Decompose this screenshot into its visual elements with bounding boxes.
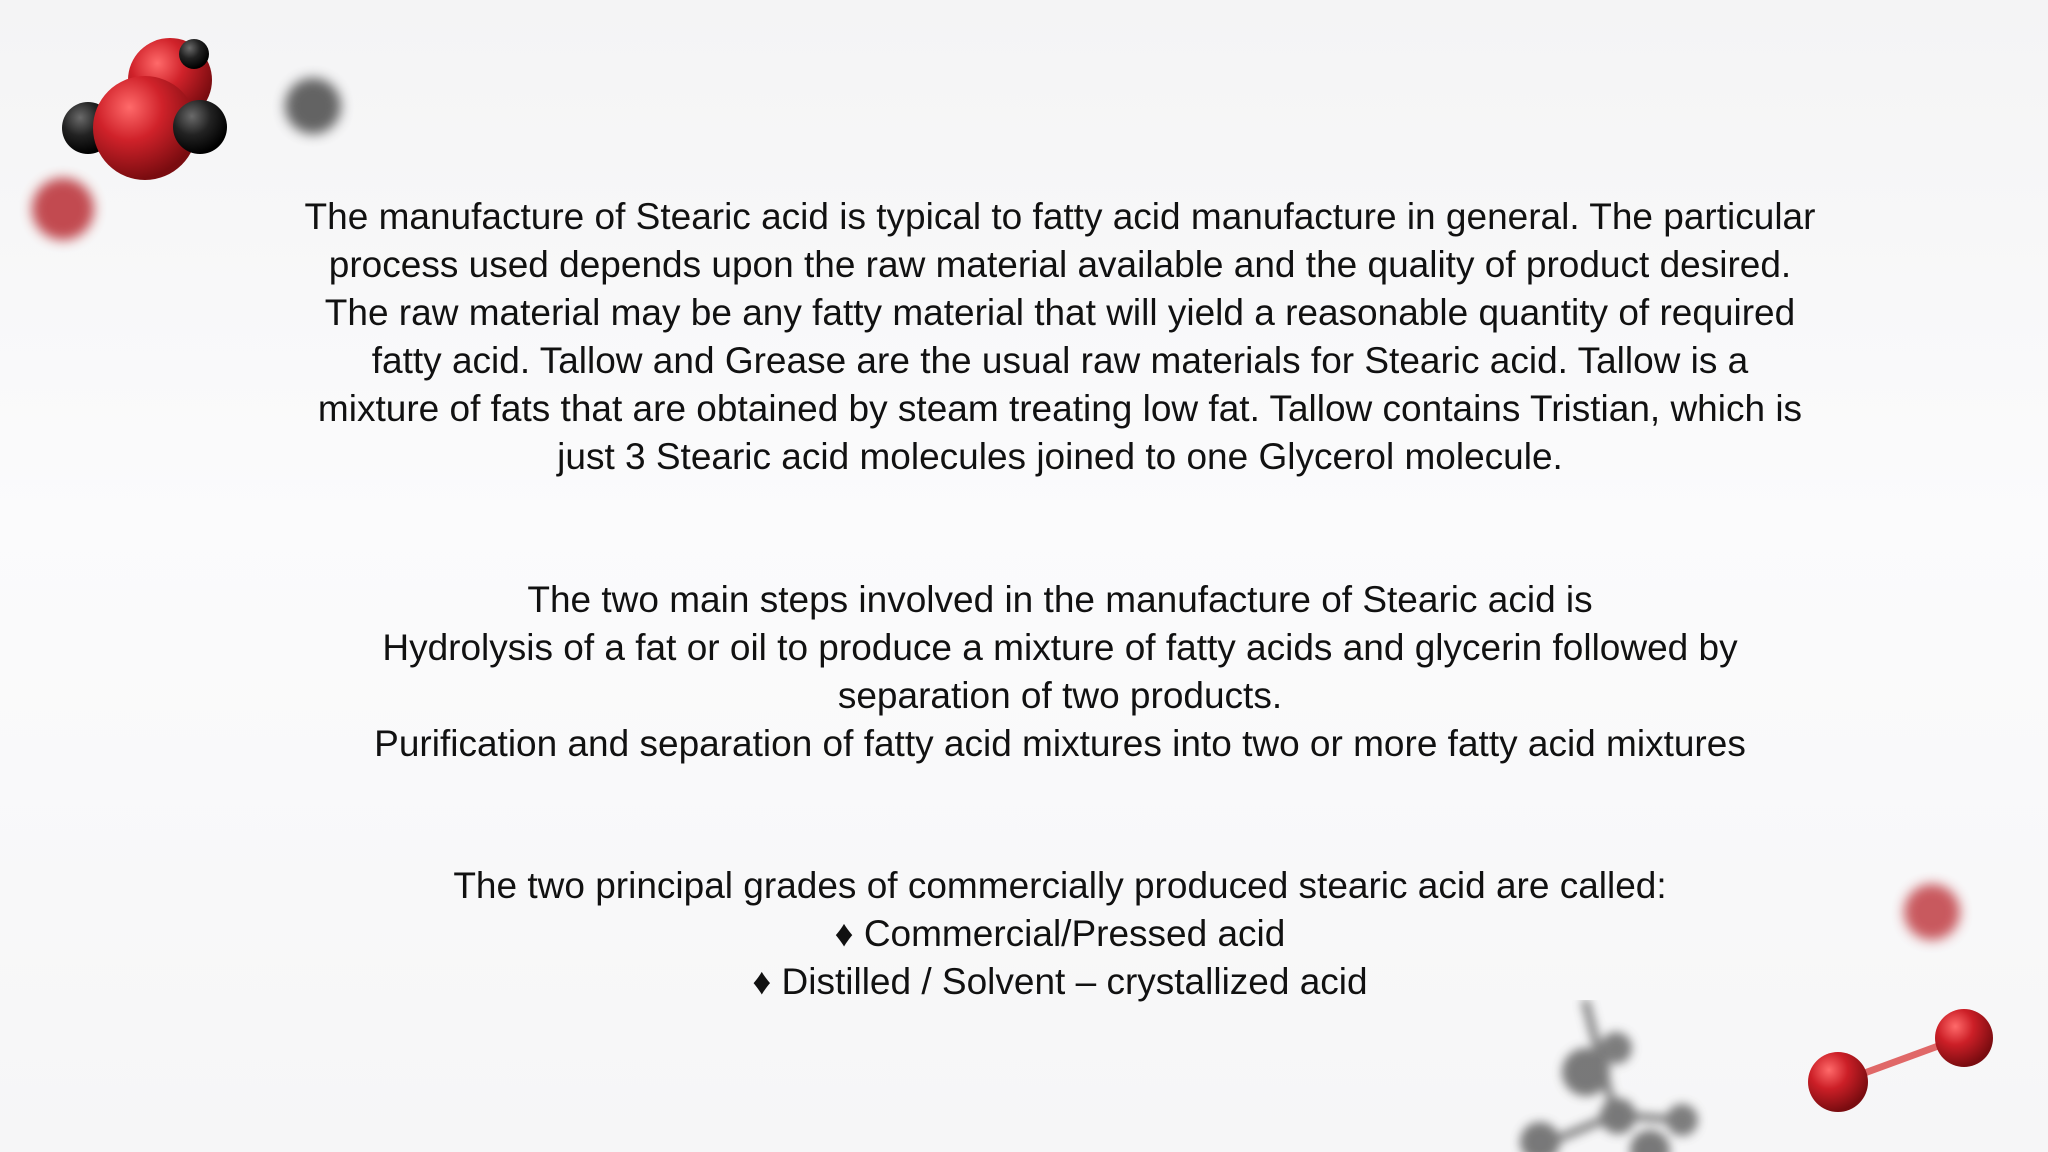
grade-item: ♦ Commercial/Pressed acid [834,913,1286,954]
text-line: mixture of fats that are obtained by steam treating low fat. Tallow contains Tristian, which is [317,388,1803,429]
blurred-red-dot [32,178,94,240]
paragraph-manufacture [200,193,1920,481]
molecule-icon-bottom-right [1500,1000,2000,1152]
text-line: just 3 Stearic acid molecules joined to one Glycerol molecule. [557,436,1563,477]
text-line: process used depends upon the raw material available and the quality of product desired. [328,244,1792,285]
paragraph-grades [200,862,1920,1006]
text-line: separation of two products. [837,675,1283,716]
text-line: Purification and separation of fatty acid mixtures into two or more fatty acid mixtures [374,723,1746,764]
text-line: The two main steps involved in the manufacture of Stearic acid is [527,579,1593,620]
blurred-dark-dot [285,78,341,134]
text-line: The manufacture of Stearic acid is typical to fatty acid manufacture in general. The particular [304,196,1816,237]
text-line: Hydrolysis of a fat or oil to produce a mixture of fatty acids and glycerin followed by [382,627,1738,668]
paragraph-main-steps [200,576,1920,768]
text-line: fatty acid. Tallow and Grease are the usual raw materials for Stearic acid. Tallow is a [371,340,1749,381]
text-line: The raw material may be any fatty material that will yield a reasonable quantity of required [324,292,1796,333]
text-line: The two principal grades of commercially produced stearic acid are called: [453,865,1667,906]
molecule-icon-top-left [60,30,260,190]
grade-item: ♦ Distilled / Solvent – crystallized acid [752,961,1368,1002]
